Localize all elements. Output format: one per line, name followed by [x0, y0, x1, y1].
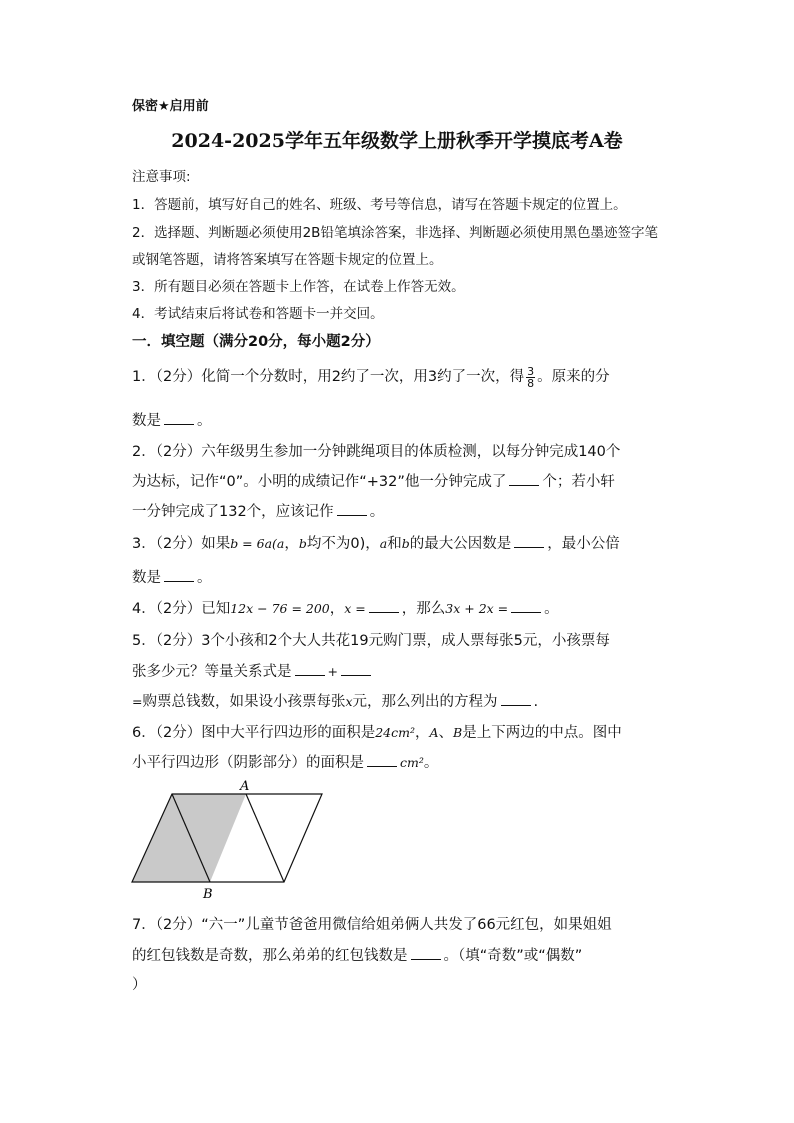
question-text: 元，那么列出的方程为: [352, 694, 498, 710]
question-text: ，: [329, 601, 345, 617]
question-text: 个；若小轩: [542, 474, 615, 490]
question-text: ，最小公倍: [547, 536, 620, 552]
answer-blank[interactable]: [367, 754, 397, 767]
question-text: ，那么: [401, 601, 446, 617]
question-text: .: [533, 694, 539, 710]
parallelogram-figure: [128, 778, 332, 902]
answer-blank[interactable]: [514, 535, 544, 548]
question-text: ，: [414, 725, 430, 741]
question-text: 一分钟完成了132个，应该记作: [132, 504, 334, 520]
question-text: 的最大公因数是: [409, 536, 512, 552]
question-5-line-3: [132, 690, 538, 711]
question-5-line-1: 5．（2分）3个小孩和2个大人共花19元购门票，成人票每张5元，小孩票每: [132, 633, 610, 649]
question-text: 的红包钱数是奇数，那么弟弟的红包钱数是: [132, 948, 408, 964]
answer-blank[interactable]: [164, 569, 194, 582]
question-text: 是上下两边的中点。图中: [462, 725, 622, 741]
answer-blank[interactable]: [337, 503, 367, 516]
answer-blank[interactable]: [509, 473, 539, 486]
question-5-line-2: [132, 660, 374, 681]
question-4-line-1: [132, 597, 559, 618]
question-text: 和: [387, 536, 402, 552]
question-text: 。: [197, 413, 212, 429]
answer-blank[interactable]: [501, 693, 531, 706]
fraction-numerator: 3: [527, 364, 535, 378]
math-expression: +: [327, 664, 338, 679]
math-expression: A: [429, 725, 439, 740]
answer-blank[interactable]: [341, 663, 371, 676]
question-text: 4．（2分）已知: [132, 601, 231, 617]
question-text: 。: [423, 755, 439, 771]
confidential-label: 保密★启用前: [132, 99, 209, 114]
notice-item: 4．考试结束后将试卷和答题卡一并交回。: [132, 306, 384, 322]
math-expression: 24cm²: [375, 725, 415, 740]
answer-blank[interactable]: [511, 600, 541, 613]
answer-blank[interactable]: [369, 600, 399, 613]
math-expression: b = 6a(a: [230, 536, 285, 551]
math-expression: cm²: [400, 755, 424, 770]
question-2-line-2: [132, 470, 615, 491]
math-expression: 12x − 76 = 200: [230, 601, 330, 616]
section-heading: 一．填空题（满分20分，每小题2分）: [132, 334, 380, 350]
notice-item: 3．所有题目必须在答题卡上作答，在试卷上作答无效。: [132, 279, 465, 295]
question-6-line-2: [132, 751, 438, 772]
question-text: 均不为0)，: [306, 536, 380, 552]
question-text: 。: [544, 601, 559, 617]
math-expression: b: [298, 536, 307, 551]
question-7-line-3: ）: [132, 977, 147, 993]
answer-blank[interactable]: [164, 412, 194, 425]
answer-blank[interactable]: [295, 663, 325, 676]
question-text: 。: [197, 570, 212, 586]
question-7-line-1: 7．（2分）“六一”儿童节爸爸用微信给姐弟俩人共发了66元红包，如果姐姐: [132, 917, 612, 933]
question-text: 张多少元？等量关系式是: [132, 664, 292, 680]
question-text: 购票总钱数，如果设小孩票每张: [142, 694, 346, 710]
answer-blank[interactable]: [411, 947, 441, 960]
question-2-line-3: [132, 500, 384, 521]
math-expression: =: [132, 694, 143, 709]
question-text: 3．（2分）如果: [132, 536, 231, 552]
fraction-denominator: 8: [527, 376, 535, 390]
math-expression: 3x + 2x =: [445, 601, 509, 616]
math-expression: b: [401, 536, 410, 551]
question-text: 1．（2分）化简一个分数时，用2约了一次，用3约了一次，得: [132, 369, 525, 385]
notice-heading: 注意事项:: [132, 169, 191, 185]
point-label-b: B: [203, 887, 213, 902]
question-text: 、: [438, 725, 454, 741]
question-text: 数是: [132, 570, 161, 586]
fraction: [526, 366, 535, 389]
question-1-line-1: [132, 365, 610, 389]
question-7-line-2: [132, 944, 582, 965]
shaded-parallelogram: [132, 794, 246, 882]
question-text: 。原来的分: [537, 369, 610, 385]
question-text: 。（填“奇数”或“偶数”: [443, 948, 583, 964]
question-text: ，: [284, 536, 299, 552]
question-text: 为达标，记作“0”。小明的成绩记作“+32”他一分钟完成了: [132, 474, 507, 490]
question-text: 6．（2分）图中大平行四边形的面积是: [132, 725, 376, 741]
notice-item: 2．选择题、判断题必须使用2B铅笔填涂答案，非选择、判断题必须使用黑色墨迹签字笔: [132, 225, 658, 241]
exam-title: 2024-2025学年五年级数学上册秋季开学摸底考A卷: [171, 130, 623, 152]
question-1-line-2: [132, 409, 212, 430]
notice-item: 1．答题前，填写好自己的姓名、班级、考号等信息，请写在答题卡规定的位置上。: [132, 197, 627, 213]
question-6-line-1: [132, 721, 622, 742]
inner-line-right: [246, 794, 284, 882]
question-text: 。: [369, 504, 385, 520]
math-expression: B: [453, 725, 463, 740]
question-text: 小平行四边形（阴影部分）的面积是: [132, 755, 364, 771]
question-text: 数是: [132, 413, 161, 429]
notice-item: 或钢笔答题，请将答案填写在答题卡规定的位置上。: [132, 252, 443, 268]
point-label-a: A: [240, 779, 250, 794]
question-3-line-1: [132, 532, 620, 553]
question-3-line-2: [132, 566, 212, 587]
math-expression: x: [345, 694, 353, 709]
math-expression: a: [379, 536, 388, 551]
question-2-line-1: 2．（2分）六年级男生参加一分钟跳绳项目的体质检测，以每分钟完成140个: [132, 444, 621, 460]
math-expression: x =: [344, 601, 366, 616]
